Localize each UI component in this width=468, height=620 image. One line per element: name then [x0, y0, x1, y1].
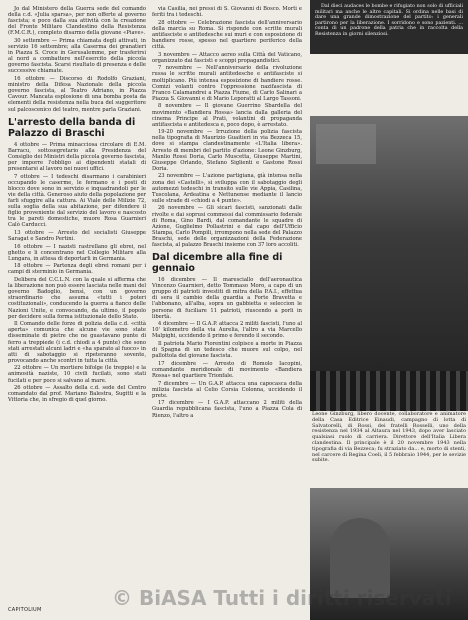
middle-column: [152, 6, 302, 602]
paragraph: 4 ottobre — Prima minacciosa circolare di E.M. Barracu, sottosegretario alla Presidenza del Consiglio dei Ministri della piccola governo fascista, per imporre l'obbligo ai dipendenti statali di presentarsi al lavoro nei nuovi uffici.: [8, 141, 146, 172]
paragraph: 17 dicembre — Arresto di Romolo Iacopini, comandante meridionale di movimento «Bandiera Rossa» nel quartiere Trionfale.: [152, 360, 302, 379]
paragraph: 17 dicembre — I G.A.P. attaccano 2 militi della Guardia repubblicana fascista, l'uno a Piazza Cola di Rienzo, l'altro a: [152, 400, 302, 419]
paragraph: 7 novembre — Nell'anniversario della rivoluzione russa le scritte murali antitedesche e antifasciste si moltiplicano. Più intensa esposizione di bandiere rosse. Comizi volanti contro l'oppressione nazifascista di Franco Calamandrei a Piazza Fiume, di Carlo Salinari a Piazza S. Giovanni e di Mario Leporatti al Largo Tassoni.: [152, 65, 302, 102]
paragraph: 13 ottobre — Arresto del socialisti Giuseppe Saragat e Sandro Pertini.: [8, 229, 146, 242]
photo-caption: Leone Ginzburg, libero docente, collaboratore e animatore della Casa Editrice Einaudi, campagno di lotta di Salvatorelli, di Rossi, dei fratelli Rosselli, uno della resistenza nel 1934 al Altaura nel 1943, dopo aver lasciato qualsiasi ruolo di carriera. Direttore dell'Italia Libera clandestina. Il principale è il 20 novembre 1943 nella tipografia di via Bezzeca; fu straziato da... e, morto di stenti, nel carcere di Regina Coeli, il 5 febbraio 1944, per le sevizie subite.: [312, 411, 466, 464]
paragraph: 3 novembre — Attacco aereo sulla Città del Vaticano, organizzato dai fascisti e scoppi propagandistici.: [152, 51, 302, 64]
paragraph: 4 dicembre — Il G.A.P. attacca 2 militi fascisti, l'uno al 10' kilometro della via Aurelia, l'altro a via Marcello Malpighi, uccidendo il primo e ferendo il secondo.: [152, 321, 302, 340]
paragraph: 19-20 novembre — Irruzione della polizia fascista nella tipografia di Maurizio Guaitieri in via Bezzeca 15, dove si stampa clandestinamente «L'Italia libera». Arresto di membri del partito d'azione: Leone Ginzburg, Manlio Rossi Doria, Carlo Muscetta, Giuseppe Martini, Giuseppe Orlando, Stefano Siglienti e Gastone Rossi Doria.: [152, 129, 302, 172]
paragraph: 28 ottobre — Celebrazione fascista dell'anniversario della marcia su Roma. Si risponde con scritte murali antifasciste e antitedesche sui muri e con esposizione di bandiere rosse, spesso nel quartiere periferico della città.: [152, 19, 302, 51]
section-heading: L'arresto della banda di Palazzo di Braschi: [8, 116, 136, 139]
paragraph: Delibera del C.C.L.N. con la quale si afferma che la liberazione non può essere lasciata nelle mani del governo Badoglio, bensì, con un governo straordinario che assuma «tutti i poteri costituzionali», conducendo la guerra a fianco delle Nazioni Unite, e convocando, da ultimo, il popolo per decidere sulla forma istituzionale dello Stato.: [8, 277, 146, 320]
paragraph: 16 ottobre — Discorso di Rodolfo Graziani, ministro della Difesa Nazionale della piccola governo fascista, al Teatro Adriano, in Piazza Cavour. Mancata esplosione di una bomba posta da elementi della resistenza nella buca del suggeritore sul palcoscenico del teatro, mentre parla Graziani.: [8, 76, 146, 113]
paragraph: 26 ottobre — Assalto della c.d. sede del Centro comandato dal prof. Mariano Balestra, Sugitti e la Vittoria che, in sfregio di quel giorno.: [8, 385, 146, 404]
paragraph: Il patriota Mario Fiorentini colpisce a morte in Piazza di Spagna di un tedesco che muore sul colpo, nel pallottola del giovane fascista.: [152, 341, 302, 360]
photo-overlay-text: Dal dieci audaces le bombe e rifugiato non solo di ufficiali militari ma anche le altre capitali. Si ordina nelle basi di dare una grande dimostrazione del partito: i generali partirono per la liberazione. I sorridono e sono pazienti. ... conta di un padrone della patria che in raccolta della Resistenza in giorni silenziosi.: [315, 4, 463, 37]
statue-photo: [310, 116, 468, 411]
copyright-watermark: © BiASA Tutti i diritti riservati: [112, 586, 452, 610]
page-footer: CAPITOLIUM: [8, 607, 42, 613]
left-column: [8, 6, 146, 602]
paragraph: 18 ottobre — Partenza degli ebrei romani per i campi di sterminio in Germania.: [8, 263, 146, 276]
paragraph: 7 dicembre — Un G.A.P. attacca una capocasca della milizia fascista al Celio Corsia Colonna, uccidendo il prete.: [152, 380, 302, 399]
paragraph: 23 novembre — L'azione partigiana, già intensa nella zona dei «Castelli», si sviluppa con il sabotaggio degli automezzi tedeschi in transito sulle vie Appia, Casilina, Tuscolana, Ardeatina e Nettunense mediante il lancio sulle strade di «chiodi a 4 punte».: [152, 173, 302, 204]
paragraph: 30 settembre — Prima chiamata degli attivati, in servizio 16 settembre; alla Caserma dei granatieri in Piazza S. Croce in Gerusalemme, per trasferirsi al nord a combattere nell'esercito della piccola governo fascista. Scarsi risultato di presenza e delle successive chiamate.: [8, 37, 146, 75]
paragraph: 16 ottobre — I nazisti rastrellano gli ebrei, nel ghetto e li concentrano nel Collegio Militare alla Lungara, in attesa di deportarli in Germania.: [8, 243, 146, 262]
plaque-image: [316, 124, 376, 164]
paragraph: 7 ottobre — I tedeschi disarmano i carabinieri occupando le caserme, le fermano e i posti di blocco dove sono in servizio e inquadrandoli per le vie della città. Generoso aiuto della popolazione per farli sfuggire alla cattura. Ai Viale delle Milizie 72, sulla soglia della sua abitazione, per difendere il figlio proveniente dal servizio del lavoro e nascosto tra le pareti domestiche, muore Rosa Guarnieri Calò Carducci.: [8, 173, 146, 229]
paragraph: 26 novembre — Gli sicari fascisti, sanzionati dalle rivolte e dai soprusi commessi dal commissario federale di Roma, Gino Bardi, dal comandante le squadre di Azione, Guglielmo Pollastrini e dal capo dell'Ufficio Stampa, Carlo Pompili, irrompono nella sede del Palazzo Braschi, sede delle organizzazioni della Federazione fascista, al palazzo Braschi insieme con 37 loro accoliti.: [152, 205, 302, 248]
paragraph: Il Comando delle forze di polizia della c.d. «città aperta» comunica che alcune vie sono state disseminate di pietre che ne guastavano punte di ferro a treppiede (i c.d. chiodi a 4 punte) che sono stati arrestati alcuni ladri e «ha sparato al fuoco» in atti di sabotaggio si ripeteranno sovente, provocando anche scontri in tutta la città.: [8, 321, 146, 364]
section-heading: Dal dicembre alla fine di gennaio: [152, 252, 283, 275]
top-photo: [310, 0, 468, 54]
paragraph: Jo dal Ministero della Guerra sede del comando della c.d. «Julia sparsa», per non offerte al governo fascista; e poco dalla sua attività con la creazione del Fronte Militare Clandestino della Resistenza (F.M.C.R.), completo disarmo della giovane «Piave».: [8, 6, 146, 37]
paragraph: via Casilia, nei pressi di S. Giovanni di Bosco. Morti e feriti tra i tedeschi.: [152, 6, 302, 19]
paragraph: 16 dicembre — Il maresciallo dell'aeronautica Vincenzo Guarnieri, detto Tommaso Moro, a capo di un gruppo di patrioti investiti di mitra della P.A.I., effettua di sera il cambio della guardia a Forte Bravetta e l'abbonano, all'alba, sopra un gabbietta e seleccion le persone di fuciliare 11 patrioti, riuscendo a porli in libertà.: [152, 277, 302, 320]
paragraph: 8 novembre — Il giovane Guerrino Sbardella del movimento «Bandiera Rossa» lancia dalla galleria del cinema Principe al Prati, volantini di propaganda antifascista e antitedesca e, poco dopo, è arrestato.: [152, 103, 302, 128]
crowd-silhouette: [310, 371, 468, 411]
paragraph: 22 ottobre — Un mortiere bifolge (le treppie) e la animosità naziste, 10 civili fucilati, sono stati fucilati e per poco si salvano al mare.: [8, 365, 146, 384]
